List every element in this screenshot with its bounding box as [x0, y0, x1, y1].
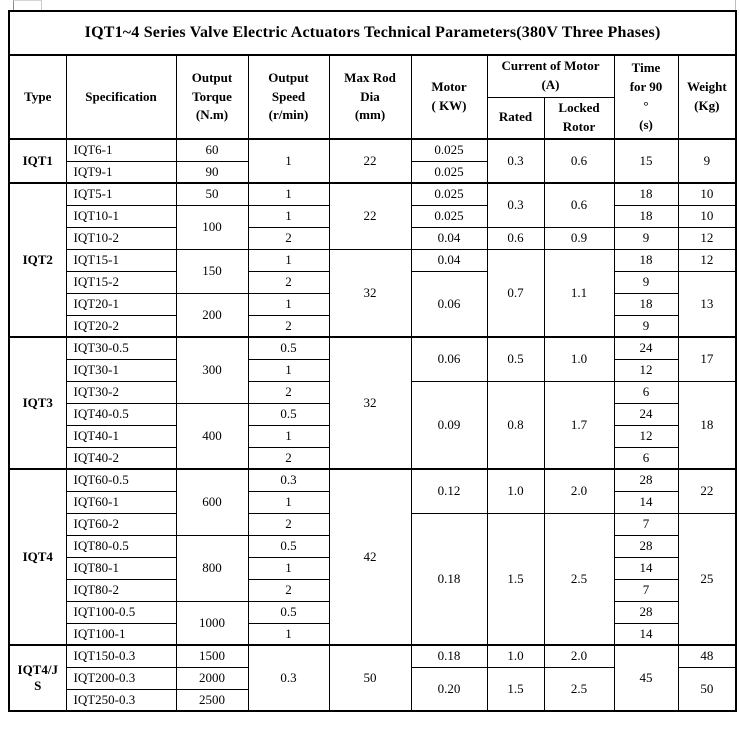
locked-cell: 1.1: [544, 249, 614, 337]
weight-cell: 12: [678, 249, 736, 271]
time-cell: 24: [614, 403, 678, 425]
weight-cell: 22: [678, 469, 736, 513]
rated-cell: 0.3: [487, 139, 544, 183]
screenshot-artifact: [735, 0, 739, 10]
speed-cell: 0.5: [248, 601, 329, 623]
rated-cell: 1.0: [487, 645, 544, 667]
time-cell: 6: [614, 447, 678, 469]
time-cell: 12: [614, 359, 678, 381]
spec-cell: IQT40-1: [66, 425, 176, 447]
rod-cell: 32: [329, 249, 411, 337]
table-row: [9, 337, 736, 359]
speed-cell: 1: [248, 183, 329, 205]
torque-cell: 400: [176, 403, 248, 469]
weight-cell: 50: [678, 667, 736, 711]
weight-cell: 10: [678, 183, 736, 205]
spec-cell: IQT60-0.5: [66, 469, 176, 491]
spec-cell: IQT15-2: [66, 271, 176, 293]
weight-cell: 25: [678, 513, 736, 645]
time-cell: 28: [614, 535, 678, 557]
torque-cell: 300: [176, 337, 248, 403]
type-cell: IQT1: [9, 139, 66, 183]
time-cell: 15: [614, 139, 678, 183]
motor-cell: 0.06: [411, 337, 487, 381]
rod-cell: 22: [329, 183, 411, 249]
speed-cell: 1: [248, 491, 329, 513]
speed-cell: 1: [248, 557, 329, 579]
spec-cell: IQT9-1: [66, 161, 176, 183]
speed-cell: 0.3: [248, 645, 329, 711]
col-header-max-rod-dia: Max Rod Dia (mm): [329, 55, 411, 139]
spec-cell: IQT6-1: [66, 139, 176, 161]
rod-cell: 42: [329, 469, 411, 645]
rated-cell: 0.3: [487, 183, 544, 227]
speed-cell: 2: [248, 513, 329, 535]
weight-cell: 18: [678, 381, 736, 469]
rod-cell: 22: [329, 139, 411, 183]
motor-cell: 0.18: [411, 513, 487, 645]
time-cell: 18: [614, 249, 678, 271]
motor-cell: 0.025: [411, 183, 487, 205]
speed-cell: 1: [248, 139, 329, 183]
table-row: [9, 139, 736, 161]
time-cell: 14: [614, 491, 678, 513]
spec-cell: IQT60-1: [66, 491, 176, 513]
spec-cell: IQT15-1: [66, 249, 176, 271]
spec-cell: IQT150-0.3: [66, 645, 176, 667]
motor-cell: 0.09: [411, 381, 487, 469]
rod-cell: 32: [329, 337, 411, 469]
torque-cell: 50: [176, 183, 248, 205]
weight-cell: 13: [678, 271, 736, 337]
time-cell: 18: [614, 293, 678, 315]
torque-cell: 1000: [176, 601, 248, 645]
speed-cell: 0.5: [248, 535, 329, 557]
spec-cell: IQT10-2: [66, 227, 176, 249]
spec-cell: IQT40-2: [66, 447, 176, 469]
locked-cell: 2.0: [544, 645, 614, 667]
spec-cell: IQT20-1: [66, 293, 176, 315]
time-cell: 24: [614, 337, 678, 359]
speed-cell: 1: [248, 623, 329, 645]
speed-cell: 1: [248, 205, 329, 227]
torque-cell: 200: [176, 293, 248, 337]
type-cell: IQT4/J S: [9, 645, 66, 711]
speed-cell: 2: [248, 447, 329, 469]
rated-cell: 0.7: [487, 249, 544, 337]
time-cell: 28: [614, 469, 678, 491]
header-row: [9, 55, 736, 97]
title-row: [9, 11, 736, 55]
spec-cell: IQT80-2: [66, 579, 176, 601]
weight-cell: 10: [678, 205, 736, 227]
time-cell: 28: [614, 601, 678, 623]
weight-cell: 12: [678, 227, 736, 249]
spec-cell: IQT30-2: [66, 381, 176, 403]
weight-cell: 17: [678, 337, 736, 381]
torque-cell: 2500: [176, 689, 248, 711]
locked-cell: 0.6: [544, 183, 614, 227]
weight-cell: 48: [678, 645, 736, 667]
page-title: IQT1~4 Series Valve Electric Actuators Technical Parameters(380V Three Phases): [9, 11, 736, 55]
type-cell: IQT4: [9, 469, 66, 645]
locked-cell: 0.9: [544, 227, 614, 249]
torque-cell: 100: [176, 205, 248, 249]
motor-cell: 0.025: [411, 139, 487, 161]
motor-cell: 0.12: [411, 469, 487, 513]
time-cell: 18: [614, 183, 678, 205]
spec-cell: IQT100-0.5: [66, 601, 176, 623]
spec-cell: IQT30-1: [66, 359, 176, 381]
spec-cell: IQT100-1: [66, 623, 176, 645]
spec-cell: IQT10-1: [66, 205, 176, 227]
table-row: [9, 183, 736, 205]
torque-cell: 2000: [176, 667, 248, 689]
speed-cell: 0.3: [248, 469, 329, 491]
time-cell: 7: [614, 579, 678, 601]
spec-cell: IQT5-1: [66, 183, 176, 205]
torque-cell: 60: [176, 139, 248, 161]
speed-cell: 2: [248, 271, 329, 293]
time-cell: 12: [614, 425, 678, 447]
spec-cell: IQT200-0.3: [66, 667, 176, 689]
speed-cell: 0.5: [248, 337, 329, 359]
torque-cell: 1500: [176, 645, 248, 667]
rated-cell: 0.8: [487, 381, 544, 469]
col-header-type: Type: [9, 55, 66, 139]
locked-cell: 2.5: [544, 667, 614, 711]
speed-cell: 0.5: [248, 403, 329, 425]
spec-cell: IQT80-1: [66, 557, 176, 579]
spec-cell: IQT20-2: [66, 315, 176, 337]
locked-cell: 2.5: [544, 513, 614, 645]
torque-cell: 600: [176, 469, 248, 535]
col-header-weight: Weight (Kg): [678, 55, 736, 139]
type-cell: IQT2: [9, 183, 66, 337]
rated-cell: 0.5: [487, 337, 544, 381]
locked-cell: 0.6: [544, 139, 614, 183]
motor-cell: 0.025: [411, 205, 487, 227]
col-header-output-speed: Output Speed (r/min): [248, 55, 329, 139]
time-cell: 7: [614, 513, 678, 535]
speed-cell: 2: [248, 227, 329, 249]
time-cell: 9: [614, 227, 678, 249]
speed-cell: 2: [248, 381, 329, 403]
motor-cell: 0.06: [411, 271, 487, 337]
weight-cell: 9: [678, 139, 736, 183]
col-header-time-for-90: Time for 90 ° (s): [614, 55, 678, 139]
time-cell: 6: [614, 381, 678, 403]
torque-cell: 800: [176, 535, 248, 601]
parameters-table: [8, 10, 737, 712]
spec-cell: IQT250-0.3: [66, 689, 176, 711]
locked-cell: 1.7: [544, 381, 614, 469]
table-row: [9, 469, 736, 491]
motor-cell: 0.025: [411, 161, 487, 183]
time-cell: 14: [614, 623, 678, 645]
torque-cell: 90: [176, 161, 248, 183]
speed-cell: 1: [248, 425, 329, 447]
time-cell: 18: [614, 205, 678, 227]
rated-cell: 0.6: [487, 227, 544, 249]
col-header-specification: Specification: [66, 55, 176, 139]
spec-cell: IQT80-0.5: [66, 535, 176, 557]
col-header-rated: Rated: [487, 97, 544, 139]
table-row: [9, 249, 736, 271]
col-header-output-torque: Output Torque (N.m): [176, 55, 248, 139]
type-cell: IQT3: [9, 337, 66, 469]
motor-cell: 0.20: [411, 667, 487, 711]
col-header-current-of-motor: Current of Motor (A): [487, 55, 614, 97]
locked-cell: 2.0: [544, 469, 614, 513]
motor-cell: 0.04: [411, 227, 487, 249]
rod-cell: 50: [329, 645, 411, 711]
speed-cell: 1: [248, 293, 329, 315]
speed-cell: 2: [248, 579, 329, 601]
time-cell: 9: [614, 315, 678, 337]
motor-cell: 0.04: [411, 249, 487, 271]
rated-cell: 1.5: [487, 667, 544, 711]
spec-cell: IQT60-2: [66, 513, 176, 535]
time-cell: 14: [614, 557, 678, 579]
table-row: [9, 645, 736, 667]
speed-cell: 1: [248, 359, 329, 381]
col-header-locked-rotor: Locked Rotor: [544, 97, 614, 139]
motor-cell: 0.18: [411, 645, 487, 667]
rated-cell: 1.5: [487, 513, 544, 645]
spec-cell: IQT30-0.5: [66, 337, 176, 359]
speed-cell: 2: [248, 315, 329, 337]
time-cell: 45: [614, 645, 678, 711]
speed-cell: 1: [248, 249, 329, 271]
rated-cell: 1.0: [487, 469, 544, 513]
time-cell: 9: [614, 271, 678, 293]
torque-cell: 150: [176, 249, 248, 293]
locked-cell: 1.0: [544, 337, 614, 381]
col-header-motor-kw: Motor ( KW): [411, 55, 487, 139]
spec-cell: IQT40-0.5: [66, 403, 176, 425]
